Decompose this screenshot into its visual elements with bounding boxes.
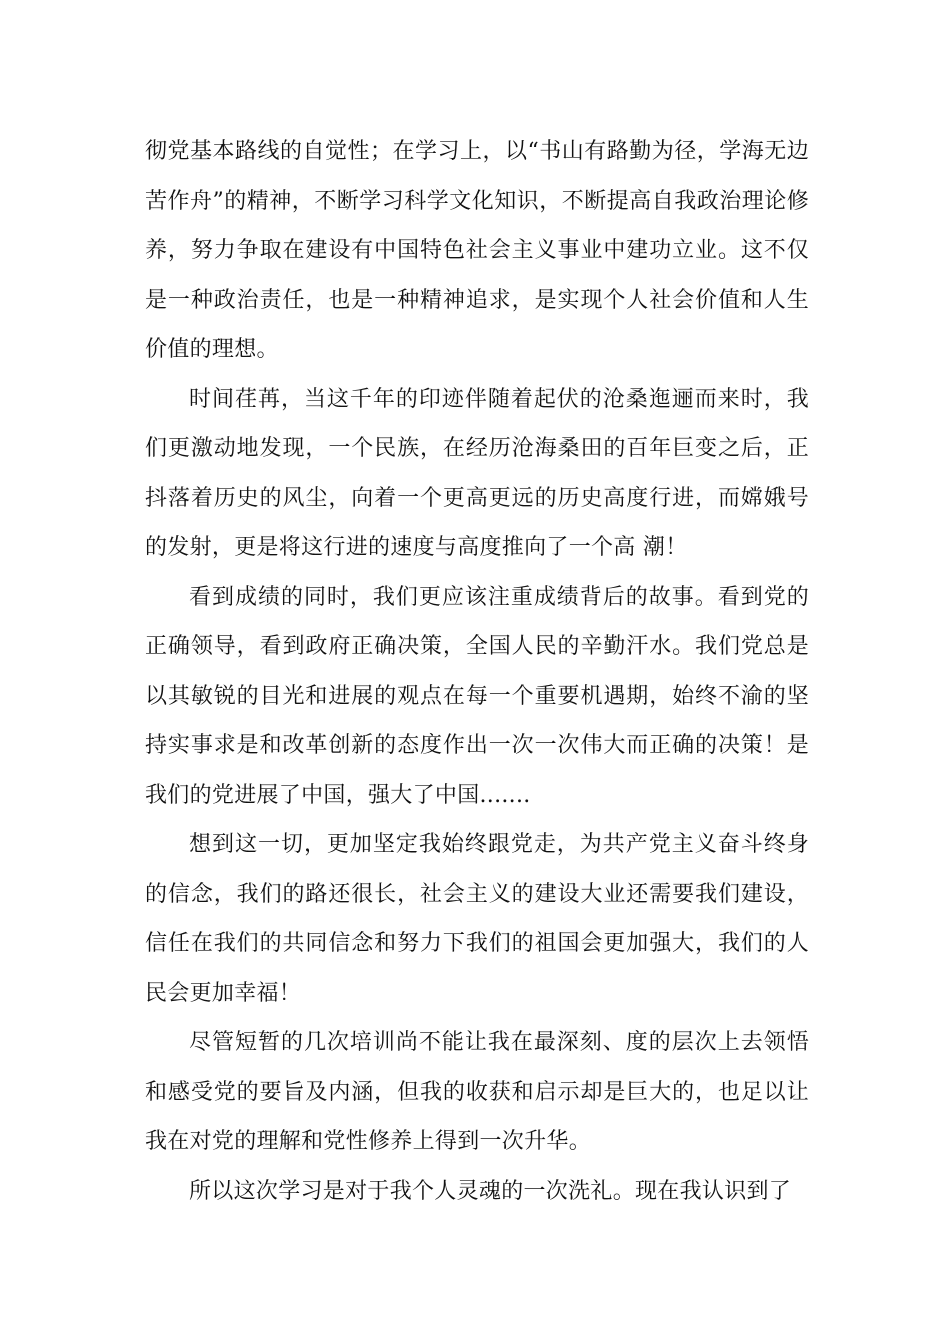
paragraph-5: 尽管短暂的几次培训尚不能让我在最深刻、度的层次上去领悟和感受党的要旨及内涵，但我的收获和启示却是巨大的，也足以让我在对党的理解和党性修养上得到一次升华。 <box>145 1030 809 1154</box>
paragraph-3: 看到成绩的同时，我们更应该注重成绩背后的故事。看到党的正确领导，看到政府正确决策，全国人民的辛勤汗水。我们党总是以其敏锐的目光和进展的观点在每一个重要机遇期，始终不渝的坚持实事求是和改革创新的态度作出一次一次伟大而正确的决策！是我们的党进展了中国，强大了中国....... <box>145 584 809 808</box>
body-text <box>145 127 809 1216</box>
paragraph-1: 彻党基本路线的自觉性；在学习上，以“书山有路勤为径，学海无边苦作舟”的精神，不断学习科学文化知识，不断提高自我政治理论修养，努力争取在建设有中国特色社会主义事业中建功立业。这不仅是一种政治责任，也是一种精神追求，是实现个人社会价值和人生价值的理想。 <box>145 139 809 362</box>
paragraph-6: 所以这次学习是对于我个人灵魂的一次洗礼。现在我认识到了 <box>189 1178 792 1204</box>
paragraph-4: 想到这一切，更加坚定我始终跟党走，为共产党主义奋斗终身的信念，我们的路还很长，社会主义的建设大业还需要我们建设，信任在我们的共同信念和努力下我们的祖国会更加强大，我们的人民会更加幸福！ <box>145 832 809 1006</box>
paragraph-2: 时间荏苒，当这千年的印迹伴随着起伏的沧桑迤逦而来时，我们更激动地发现，一个民族，在经历沧海桑田的百年巨变之后，正抖落着历史的风尘，向着一个更高更远的历史高度行进，而嫦娥号的发射，更是将这行进的速度与高度推向了一个高 潮！ <box>145 386 809 560</box>
